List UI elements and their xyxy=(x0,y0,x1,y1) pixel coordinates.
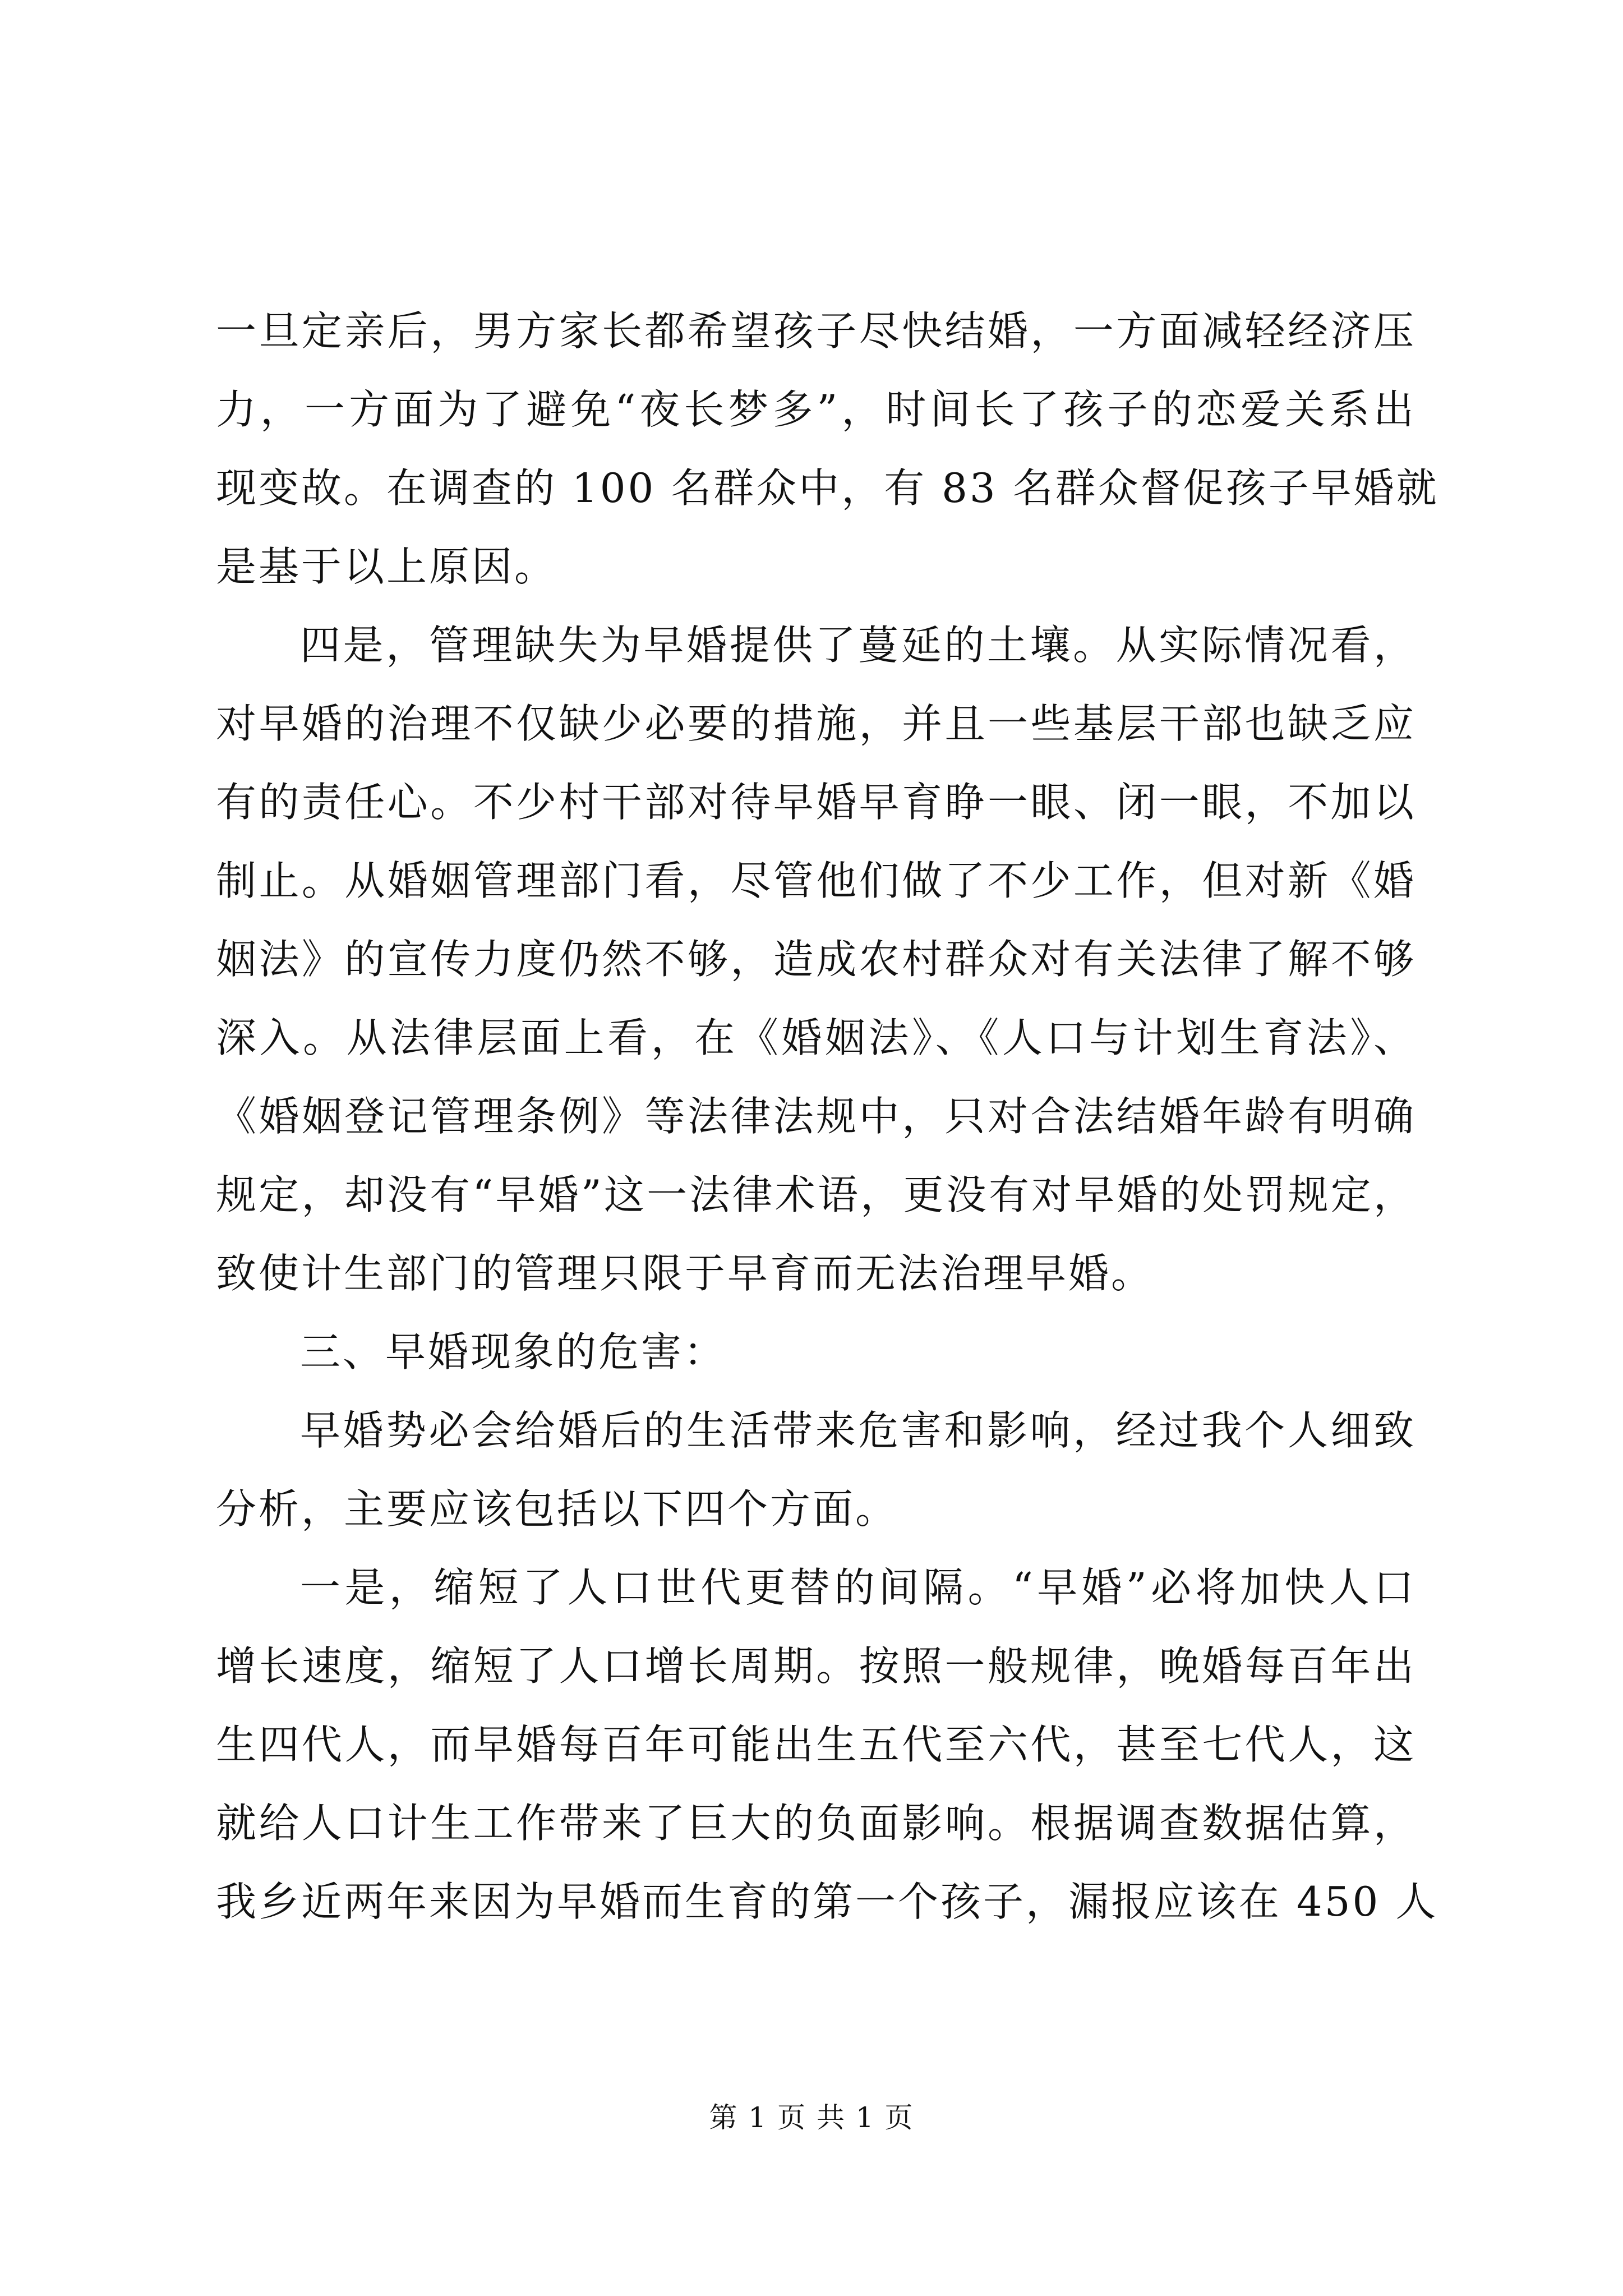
section-heading: 三、早婚现象的危害： xyxy=(300,1328,727,1375)
page-footer xyxy=(0,2101,1623,2134)
text-line: 深入。从法律层面上看，在《婚姻法》、《人口与计划生育法》、 xyxy=(216,1014,1416,1061)
text-line: 《婚姻登记管理条例》等法律法规中，只对合法结婚年龄有明确 xyxy=(216,1093,1416,1140)
text-line: 一是，缩短了人口世代更替的间隔。“早婚”必将加快人口 xyxy=(300,1564,1416,1611)
text-line: 四是，管理缺失为早婚提供了蔓延的土壤。从实际情况看， xyxy=(300,622,1416,669)
text-line: 我乡近两年来因为早婚而生育的第一个孩子，漏报应该在 450 人 xyxy=(216,1878,1438,1925)
text-line: 制止。从婚姻管理部门看，尽管他们做了不少工作，但对新《婚 xyxy=(216,857,1416,904)
document-body xyxy=(216,292,1439,1941)
text-line: 一旦定亲后，男方家长都希望孩子尽快结婚，一方面减轻经济压 xyxy=(216,307,1416,355)
text-line: 规定，却没有“早婚”这一法律术语，更没有对早婚的处罚规定， xyxy=(216,1171,1416,1218)
text-line: 致使计生部门的管理只限于早育而无法治理早婚。 xyxy=(216,1250,1154,1297)
text-line: 有的责任心。不少村干部对待早婚早育睁一眼、闭一眼，不加以 xyxy=(216,779,1416,826)
text-line: 生四代人，而早婚每百年可能出生五代至六代，甚至七代人，这 xyxy=(216,1721,1416,1768)
text-line: 就给人口计生工作带来了巨大的负面影响。根据调查数据估算， xyxy=(216,1800,1416,1847)
text-line: 早婚势必会给婚后的生活带来危害和影响，经过我个人细致 xyxy=(300,1407,1416,1454)
text-line: 力，一方面为了避免“夜长梦多”，时间长了孩子的恋爱关系出 xyxy=(216,386,1416,433)
text-line: 分析，主要应该包括以下四个方面。 xyxy=(216,1485,898,1533)
text-line: 增长速度，缩短了人口增长周期。按照一般规律，晚婚每百年出 xyxy=(216,1642,1416,1690)
text-line: 姻法》的宣传力度仍然不够，造成农村群众对有关法律了解不够 xyxy=(216,936,1416,983)
text-line: 对早婚的治理不仅缺少必要的措施，并且一些基层干部也缺乏应 xyxy=(216,700,1416,747)
page-number-label: 第 1 页 共 1 页 xyxy=(709,2101,914,2134)
text-line: 现变故。在调查的 100 名群众中，有 83 名群众督促孩子早婚就 xyxy=(216,464,1439,512)
text-line: 是基于以上原因。 xyxy=(216,543,557,590)
